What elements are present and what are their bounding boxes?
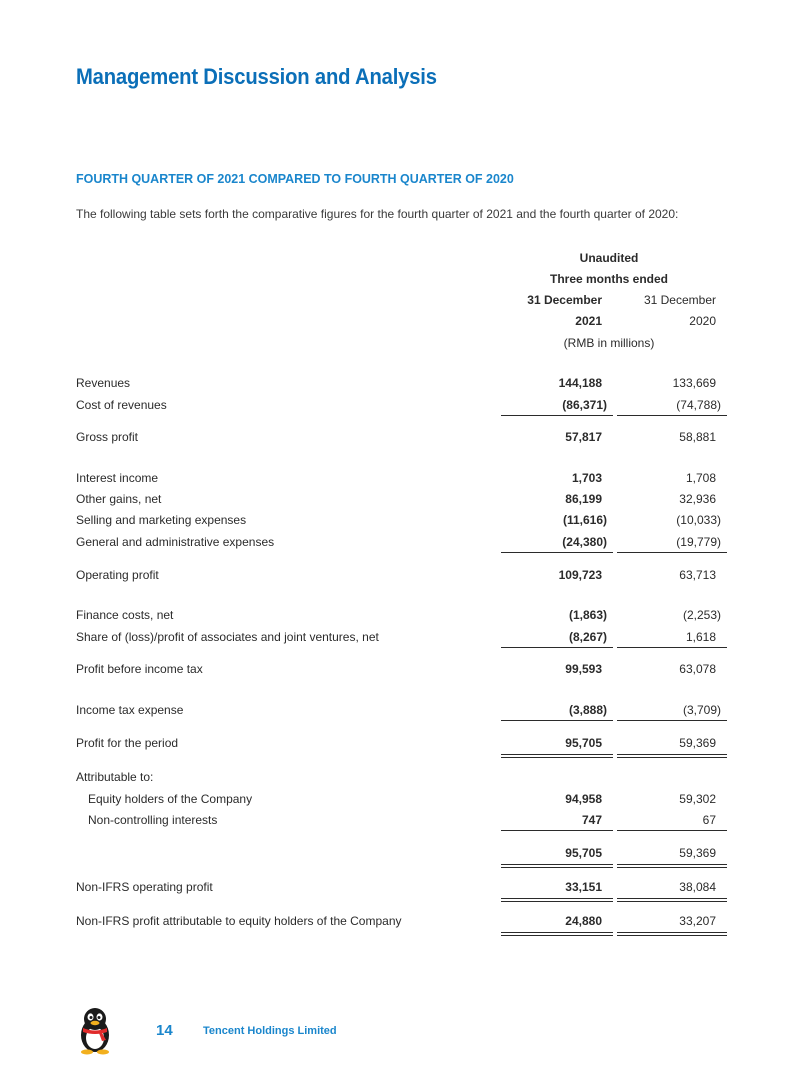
- value-2021: (24,380): [562, 535, 607, 549]
- table-row: [0, 568, 800, 586]
- row-label: Finance costs, net: [76, 608, 174, 622]
- value-2021: 1,703: [571, 471, 602, 485]
- section-title: FOURTH QUARTER OF 2021 COMPARED TO FOURTH QUARTER OF 2020: [76, 171, 514, 186]
- row-label: Cost of revenues: [76, 398, 167, 412]
- value-2020: (2,253): [682, 608, 721, 622]
- row-label: Equity holders of the Company: [88, 792, 253, 806]
- total-rule: [501, 757, 613, 758]
- row-label: Share of (loss)/profit of associates and joint ventures, net: [76, 630, 379, 644]
- table-row: [0, 736, 800, 754]
- subtotal-rule: [617, 415, 727, 416]
- value-2020: 1,708: [685, 471, 716, 485]
- value-2021: (8,267): [568, 630, 607, 644]
- value-2020: 63,713: [679, 568, 716, 582]
- table-row: [0, 914, 800, 932]
- table-row: [0, 513, 800, 531]
- table-row: [0, 630, 800, 648]
- row-label: Other gains, net: [76, 492, 162, 506]
- value-2021: (11,616): [562, 513, 607, 527]
- value-2021: 94,958: [565, 792, 602, 806]
- subtotal-rule: [617, 647, 727, 648]
- value-2021: (1,863): [568, 608, 607, 622]
- total-rule: [617, 757, 727, 758]
- row-label: Revenues: [76, 376, 131, 390]
- row-label: Attributable to:: [76, 770, 154, 784]
- table-row: [0, 792, 800, 810]
- table-row: [0, 535, 800, 553]
- row-label: Non-IFRS operating profit: [76, 880, 213, 894]
- subtotal-rule: [617, 552, 727, 553]
- period-header: Three months ended: [549, 272, 668, 286]
- total-rule: [501, 754, 613, 755]
- value-2020: 32,936: [679, 492, 716, 506]
- subtotal-rule: [501, 830, 613, 831]
- subtotal-rule: [617, 830, 727, 831]
- subtotal-rule: [501, 720, 613, 721]
- table-row: [0, 608, 800, 626]
- value-2021: (86,371): [562, 398, 607, 412]
- subtotal-rule: [617, 720, 727, 721]
- row-label: Profit for the period: [76, 736, 179, 750]
- value-2020: 33,207: [679, 914, 716, 928]
- page-title: Management Discussion and Analysis: [76, 64, 437, 89]
- row-label: General and administrative expenses: [76, 535, 275, 549]
- total-rule: [617, 864, 727, 865]
- value-2020: 67: [702, 813, 716, 827]
- value-2020: 63,078: [679, 662, 716, 676]
- table-row: [0, 813, 800, 831]
- value-2021: 95,705: [565, 736, 602, 750]
- row-label: Selling and marketing expenses: [76, 513, 247, 527]
- subtotal-rule: [501, 415, 613, 416]
- row-label: Operating profit: [76, 568, 159, 582]
- value-2021: 99,593: [565, 662, 602, 676]
- value-2021: (3,888): [568, 703, 607, 717]
- total-rule: [617, 932, 727, 933]
- total-rule: [617, 867, 727, 868]
- table-row: [0, 471, 800, 489]
- value-2021: 57,817: [565, 430, 602, 444]
- total-rule: [617, 935, 727, 936]
- value-2021: 33,151: [565, 880, 602, 894]
- table-row: [0, 492, 800, 510]
- value-2020: 58,881: [679, 430, 716, 444]
- table-row: [0, 376, 800, 394]
- value-2021: 144,188: [558, 376, 602, 390]
- col1-date-header: 31 December: [527, 293, 602, 307]
- penguin-logo-icon: [75, 1005, 115, 1055]
- value-2020: (74,788): [676, 398, 721, 412]
- total-rule: [617, 754, 727, 755]
- value-2020: (19,779): [676, 535, 721, 549]
- total-rule: [617, 901, 727, 902]
- row-label: Non-controlling interests: [88, 813, 218, 827]
- company-name: Tencent Holdings Limited: [203, 1025, 337, 1037]
- unaudited-header: Unaudited: [579, 251, 639, 265]
- row-label: Interest income: [76, 471, 159, 485]
- col1-year-header: 2021: [575, 314, 602, 328]
- row-label: Non-IFRS profit attributable to equity holders of the Company: [76, 914, 402, 928]
- value-2020: 1,618: [685, 630, 716, 644]
- row-label: Gross profit: [76, 430, 139, 444]
- total-rule: [501, 898, 613, 899]
- total-rule: [501, 867, 613, 868]
- table-row: [0, 703, 800, 721]
- table-row: [0, 880, 800, 898]
- value-2021: 24,880: [565, 914, 602, 928]
- total-rule: [501, 864, 613, 865]
- value-2020: 59,302: [679, 792, 716, 806]
- total-rule: [617, 898, 727, 899]
- row-label: Profit before income tax: [76, 662, 203, 676]
- table-row: [0, 770, 800, 788]
- col2-year-header: 2020: [689, 314, 716, 328]
- table-row: [0, 662, 800, 680]
- table-row: [0, 430, 800, 448]
- total-rule: [501, 935, 613, 936]
- value-2021: 86,199: [565, 492, 602, 506]
- row-label: Income tax expense: [76, 703, 184, 717]
- subtotal-rule: [501, 552, 613, 553]
- value-2020: 133,669: [672, 376, 716, 390]
- unit-header: (RMB in millions): [563, 336, 655, 350]
- value-2020: (10,033): [676, 513, 721, 527]
- total-rule: [501, 901, 613, 902]
- table-row: [0, 846, 800, 864]
- value-2020: (3,709): [682, 703, 721, 717]
- value-2020: 59,369: [679, 736, 716, 750]
- subtotal-rule: [501, 647, 613, 648]
- intro-text: The following table sets forth the comparative figures for the fourth quarter of 2021 and the fourth quarter of 2020:: [76, 207, 679, 221]
- value-2020: 38,084: [679, 880, 716, 894]
- value-2021: 95,705: [565, 846, 602, 860]
- value-2021: 747: [581, 813, 602, 827]
- col2-date-header: 31 December: [643, 293, 716, 307]
- value-2020: 59,369: [679, 846, 716, 860]
- value-2021: 109,723: [558, 568, 602, 582]
- table-row: [0, 398, 800, 416]
- page-number: 14: [156, 1022, 173, 1039]
- total-rule: [501, 932, 613, 933]
